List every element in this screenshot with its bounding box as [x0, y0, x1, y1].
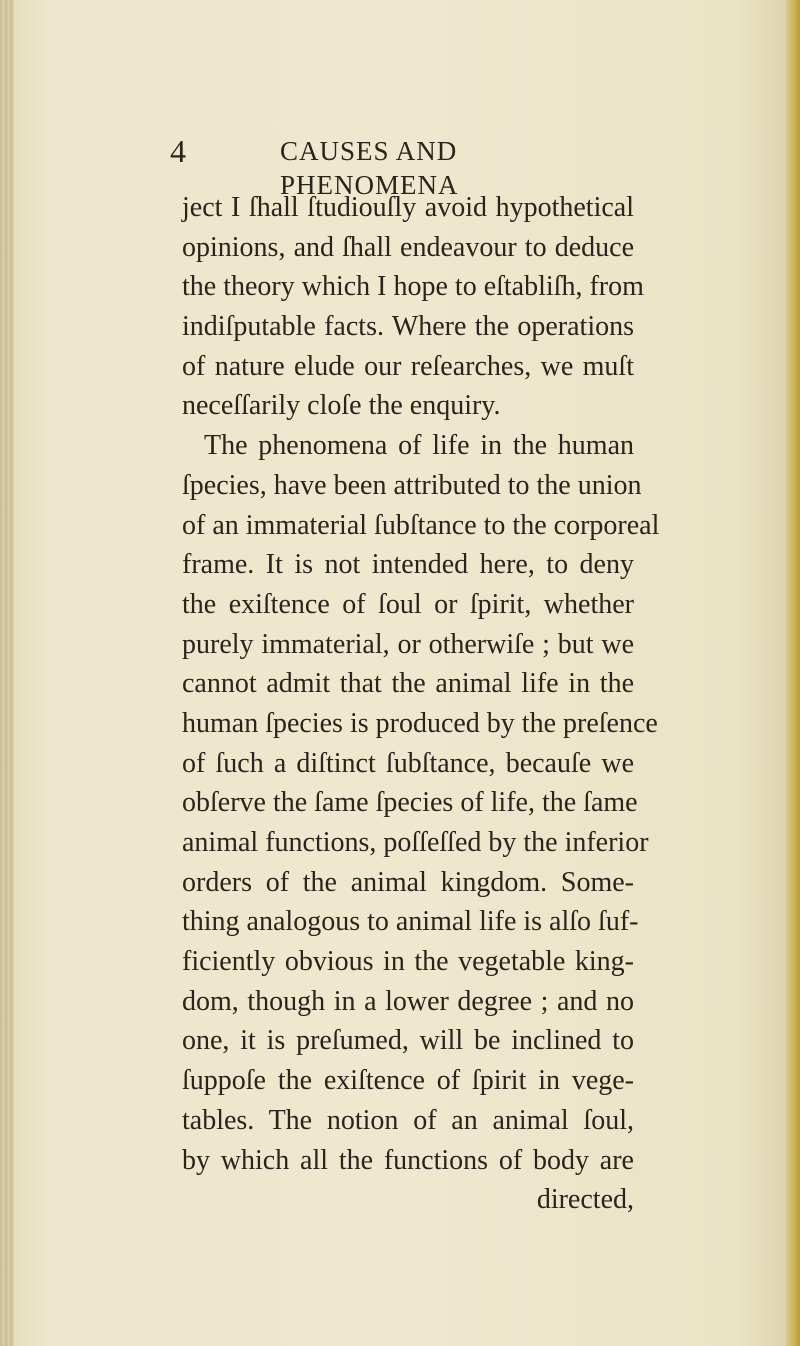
text-line: animal functions, poſſeſſed by the inferior — [182, 827, 649, 858]
text-line: human ſpecies is produced by the preſence — [182, 707, 658, 739]
text-line: of nature elude our reſearches, we muſt — [182, 350, 634, 382]
page-binding-shadow — [0, 0, 14, 1346]
text-line: the exiſtence of ſoul or ſpirit, whether — [182, 588, 634, 620]
text-line: dom, though in a lower degree ; and no — [182, 985, 634, 1017]
text-line: ficiently obvious in the vegetable king- — [182, 946, 634, 978]
text-line: The phenomena of life in the human — [204, 430, 634, 462]
text-line: tables. The notion of an animal ſoul, — [182, 1104, 634, 1136]
text-line: cannot admit that the animal life in the — [182, 668, 634, 700]
page-number: 4 — [170, 133, 186, 169]
page-gilt-edge — [786, 0, 800, 1346]
text-line: the theory which I hope to eſtabliſh, from — [182, 271, 644, 303]
text-line: one, it is preſumed, will be inclined to — [182, 1025, 634, 1057]
text-line: opinions, and ſhall endeavour to deduce — [182, 231, 634, 263]
text-line: of an immaterial ſubſtance to the corporeal — [182, 509, 660, 541]
text-line: obſerve the ſame ſpecies of life, the ſame — [182, 787, 638, 819]
text-line: neceſſarily cloſe the enquiry. — [182, 390, 501, 422]
text-line: indiſputable facts. Where the operations — [182, 311, 634, 343]
page-header — [170, 132, 640, 200]
text-line: of ſuch a diſtinct ſubſtance, becauſe we — [182, 747, 634, 779]
text-line: ſpecies, have been attributed to the union — [182, 469, 642, 501]
body-text — [182, 188, 660, 1220]
text-line: ſuppoſe the exiſtence of ſpirit in vege- — [182, 1065, 634, 1097]
running-head: CAUSES AND PHENOMENA — [280, 136, 459, 200]
text-line: thing analogous to animal life is alſo ſuf- — [182, 906, 639, 938]
text-line: frame. It is not intended here, to deny — [182, 549, 634, 581]
text-line: ject I ſhall ſtudiouſly avoid hypothetical — [182, 192, 634, 223]
text-line: by which all the functions of body are — [182, 1144, 634, 1176]
text-line: orders of the animal kingdom. Some- — [182, 866, 634, 898]
catchword: directed, — [536, 1184, 634, 1216]
text-line: purely immaterial, or otherwiſe ; but we — [182, 628, 634, 660]
